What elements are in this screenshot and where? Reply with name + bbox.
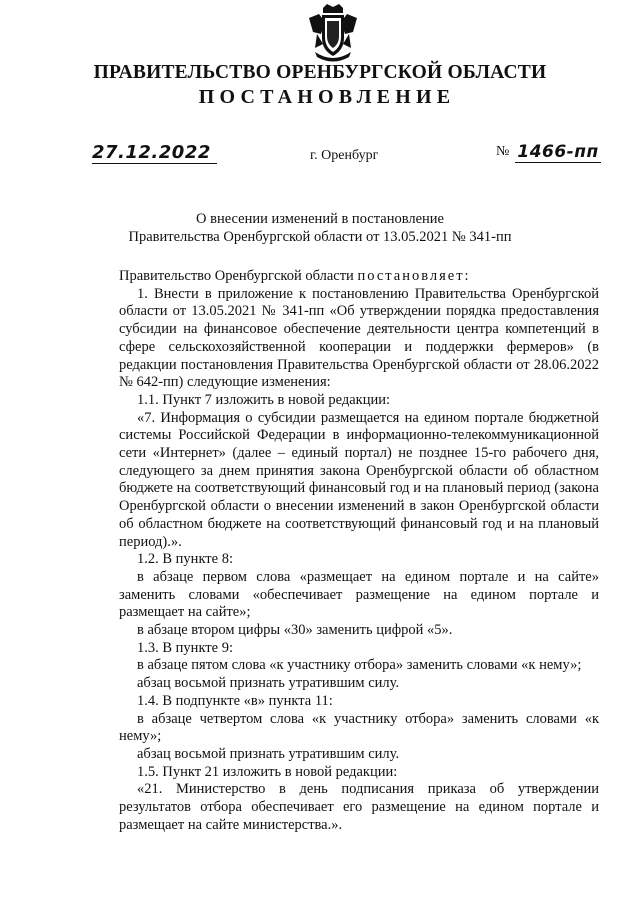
document-number	[496, 142, 601, 162]
document-type: ПОСТАНОВЛЕНИЕ	[198, 86, 456, 108]
subject-line-1: О внесении изменений в постановление	[196, 211, 444, 227]
paragraph-1-1-text: «7. Информация о субсидии размещается на едином портале бюджетной системы Российской Федерации в информационно-телекоммуникационной сети «Интернет» (далее – единый портал) не позднее 15-го рабочего дня, следующего за днем принятия закона Оренбургской области об областном бюджете на соответствующий финансовый год и на плановый период (закона Оренбургской области о внесении изменений в закон Оренбургской области об областном бюджете на соответствующий финансовый год и на плановый период).».	[119, 409, 599, 550]
number-value: 1466-пп	[517, 142, 599, 162]
paragraph-1: 1. Внести в приложение к постановлению Правительства Оренбургской области от 13.05.2021 № 341-пп «Об утверждении порядка предоставления субсидии на финансовое обеспечение деятельности центра компетенций в сфере сельскохозяйственной кооперации и поддержки фермеров» (в редакции постановления Правительства Оренбургской области от 28.06.2022 № 642-пп) следующие изменения:	[119, 285, 599, 391]
paragraph-1-4-a: в абзаце четвертом слова «к участнику отбора» заменить словами «к нему»;	[119, 710, 599, 745]
coat-of-arms-icon	[305, 4, 361, 62]
paragraph-1-1: 1.1. Пункт 7 изложить в новой редакции:	[137, 391, 391, 408]
intro-resolves: постановляет:	[357, 268, 471, 284]
organization-title: ПРАВИТЕЛЬСТВО ОРЕНБУРГСКОЙ ОБЛАСТИ	[93, 62, 547, 83]
paragraph-1-2-b: в абзаце втором цифры «30» заменить цифрой «5».	[137, 622, 453, 639]
paragraph-1-3: 1.3. В пункте 9:	[137, 639, 233, 656]
paragraph-1-4-b: абзац восьмой признать утратившим силу.	[137, 745, 400, 762]
paragraph-1-3-a: в абзаце пятом слова «к участнику отбора» заменить словами «к нему»;	[137, 657, 582, 674]
date-value: 27.12.2022	[92, 142, 211, 163]
document-subject	[0, 210, 640, 246]
intro-paragraph	[119, 268, 599, 286]
paragraph-1-2-a: в абзаце первом слова «размещает на едином портале и на сайте» заменить словами «обеспечивает размещение на едином портале и размещает на сайте»;	[119, 568, 599, 621]
subject-line-2: Правительства Оренбургской области от 13.05.2021 № 341-пп	[128, 229, 512, 245]
document-city: г. Оренбург	[310, 148, 379, 163]
paragraph-1-2: 1.2. В пункте 8:	[137, 551, 233, 568]
document-body	[119, 268, 599, 835]
number-sign: №	[496, 144, 510, 159]
paragraph-1-5-text: «21. Министерство в день подписания приказа об утверждении результатов отбора обеспечивает его размещение на едином портале и размещает на сайте министерства.».	[119, 781, 599, 833]
paragraph-1-5: 1.5. Пункт 21 изложить в новой редакции:	[137, 763, 398, 780]
document-date	[92, 142, 217, 164]
paragraph-1-3-b: абзац восьмой признать утратившим силу.	[137, 675, 400, 692]
intro-text: Правительство Оренбургской области	[119, 268, 358, 284]
paragraph-1-4: 1.4. В подпункте «в» пункта 11:	[137, 692, 333, 709]
